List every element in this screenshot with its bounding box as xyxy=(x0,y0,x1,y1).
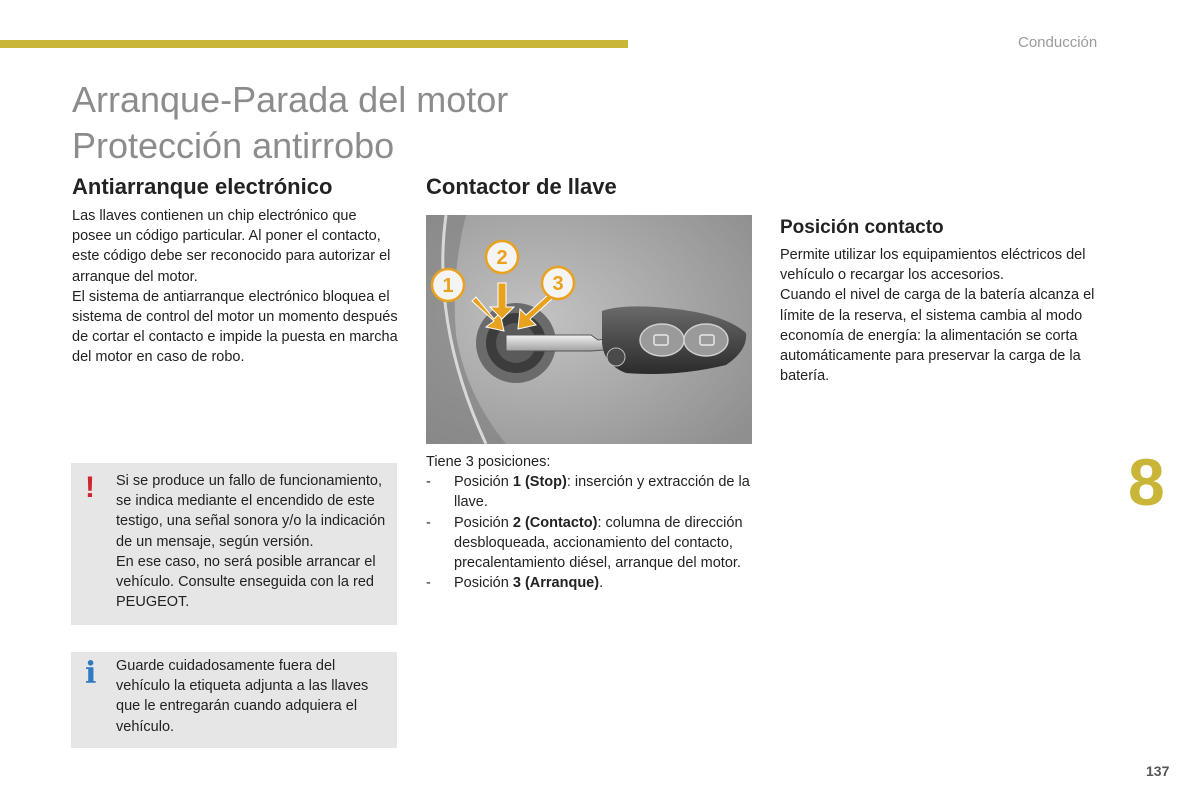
immobiliser-paragraph-2: El sistema de antiarranque electrónico bloquea el sistema de control del motor un momento después de cortar el contacto e impide la puesta en marcha del motor en caso de robo. xyxy=(72,288,398,366)
ignition-heading: Contactor de llave xyxy=(426,174,617,199)
page-title-line-2: Protección antirrobo xyxy=(72,125,395,166)
callout-label-2: 2 xyxy=(496,247,508,269)
page-number: 137 xyxy=(1146,763,1170,779)
page-title-line-1: Arranque-Parada del motor xyxy=(72,79,509,120)
immobiliser-heading: Antiarranque electrónico xyxy=(72,174,333,199)
list-dash: - xyxy=(426,514,431,531)
ignition-on-paragraph-2: Cuando el nivel de carga de la batería alcanza el límite de la reserva, el sistema cambia al modo economía de energía: la alimentación se corta automáticamente para preservar la carga de la batería. xyxy=(780,287,1095,385)
ignition-key-illustration xyxy=(426,215,752,444)
immobiliser-text xyxy=(72,206,400,368)
fob-unlock-button xyxy=(684,324,728,356)
ignition-on-text xyxy=(780,245,1115,386)
position-prefix: Posición xyxy=(454,575,513,592)
immobiliser-paragraph-1: Las llaves contienen un chip electrónico que posee un código particular. Al poner el contacto, este código debe ser reconocido para autorizar el arranque del motor. xyxy=(72,208,391,285)
info-note-text xyxy=(116,656,386,737)
position-item-1 xyxy=(426,472,756,512)
header-accent-bar xyxy=(0,40,628,48)
ignition-positions xyxy=(426,452,756,593)
position-name: (Arranque) xyxy=(524,575,600,592)
position-item-2 xyxy=(426,513,756,574)
ignition-on-heading: Posición contacto xyxy=(780,217,944,238)
position-number: 2 xyxy=(512,514,521,531)
info-paragraph: Guarde cuidadosamente fuera del vehículo la etiqueta adjunta a las llaves que le entregarán cuando adquiera el vehículo. xyxy=(116,658,369,735)
position-name: (Contacto) xyxy=(524,514,598,531)
info-icon: i xyxy=(85,656,97,691)
position-description: . xyxy=(599,575,604,592)
ignition-on-paragraph-1: Permite utilizar los equipamientos eléctricos del vehículo o recargar los accesorios. xyxy=(780,247,1086,284)
position-prefix: Posición xyxy=(454,514,513,531)
callout-label-1: 1 xyxy=(442,275,454,297)
warning-paragraph-1: Si se produce un fallo de funcionamiento, se indica mediante el encendido de este testigo, una señal sonora y/o la indicación de un mensaje, según versión. xyxy=(116,473,386,550)
list-dash: - xyxy=(426,474,431,491)
position-number: 3 xyxy=(512,575,521,592)
position-prefix: Posición xyxy=(454,474,513,491)
position-item-3 xyxy=(426,573,756,593)
chapter-number: 8 xyxy=(1128,445,1165,519)
warning-note-text xyxy=(116,471,386,612)
fob-lock-button xyxy=(640,324,684,356)
list-dash: - xyxy=(426,575,431,592)
exclamation-icon: ! xyxy=(85,471,95,504)
position-name: (Stop) xyxy=(524,474,567,491)
warning-note xyxy=(71,463,397,625)
callout-label-3: 3 xyxy=(552,273,564,295)
fob-release-button xyxy=(607,348,625,366)
positions-intro: Tiene 3 posiciones: xyxy=(426,454,551,470)
ignition-switch-figure xyxy=(426,215,752,444)
position-description: : inserción y extracción de la llave. xyxy=(454,474,750,511)
position-description: : columna de dirección desbloqueada, accionamiento del contacto, precalentamiento diésel, arranque del motor. xyxy=(454,514,743,572)
position-number: 1 xyxy=(512,474,521,491)
section-label: Conducción xyxy=(1018,34,1098,51)
warning-paragraph-2: En ese caso, no será posible arrancar el vehículo. Consulte enseguida con la red PEUGEOT. xyxy=(116,553,376,611)
info-note xyxy=(71,652,397,748)
